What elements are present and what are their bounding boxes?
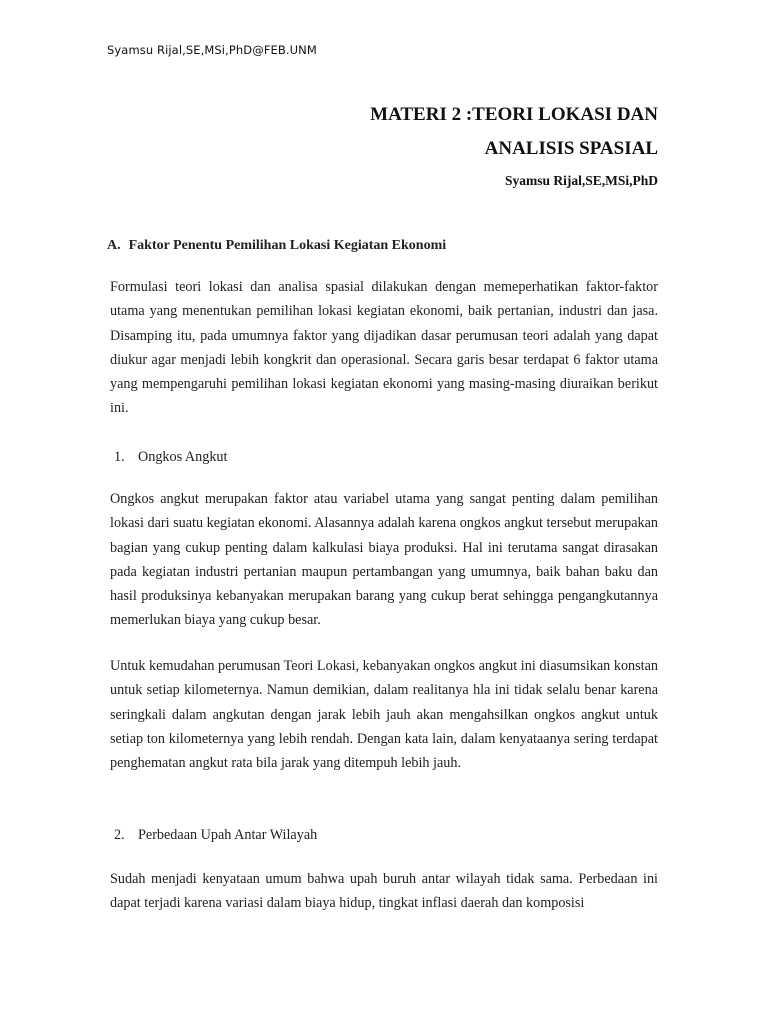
section-title: Faktor Penentu Pemilihan Lokasi Kegiatan Ekonomi xyxy=(128,238,447,253)
paragraph-ongkos-angkut: Ongkos angkut merupakan faktor atau variabel utama yang sangat penting dalam pemilihan lokasi dari suatu kegiatan ekonomi. Alasannya adalah karena ongkos angkut tersebut merupakan bagian yang cukup penting dalam kalkulasi biaya produksi. Hal ini terutama sangat dirasakan pada kegiatan industri pertanian maupun pertambangan yang umumnya, baik bahan baku dan hasil produksinya kebanyakan merupakan barang yang cukup berat sehingga pengangkutannya memerlukan biaya yang cukup besar. xyxy=(110,491,658,629)
document-title-line-2: ANALISIS SPASIAL xyxy=(484,138,658,159)
numbered-item-ongkos-angkut xyxy=(114,449,227,466)
section-letter: A. xyxy=(107,238,121,253)
numbered-item-perbedaan-upah xyxy=(114,827,317,844)
paragraph-asumsi-ongkos: Untuk kemudahan perumusan Teori Lokasi, kebanyakan ongkos angkut ini diasumsikan konstan untuk setiap kilometernya. Namun demikian, dalam realitanya hla ini tidak selalu benar karena seringkali dalam angkutan dengan jarak lebih jauh akan mengahsilkan ongkos angkut untuk setiap ton kilometernya yang lebih rendah. Dengan kata lain, dalam kenyataanya sering terdapat penghematan angkut rata bila jarak yang ditempuh lebih jauh. xyxy=(110,658,658,772)
paragraph-perbedaan-upah: Sudah menjadi kenyataan umum bahwa upah buruh antar wilayah tidak sama. Perbedaan ini dapat terjadi karena variasi dalam biaya hidup, tingkat inflasi daerah dan komposisi xyxy=(110,871,658,912)
item-number: 2. xyxy=(114,827,125,843)
section-heading-a xyxy=(107,238,446,254)
author-name: Syamsu Rijal,SE,MSi,PhD xyxy=(504,173,658,188)
item-label: Ongkos Angkut xyxy=(138,449,228,465)
header-note: Syamsu Rijal,SE,MSi,PhD@FEB.UNM xyxy=(107,43,317,57)
document-title-line-1: MATERI 2 :TEORI LOKASI DAN xyxy=(370,104,658,125)
paragraph-intro: Formulasi teori lokasi dan analisa spasial dilakukan dengan memeperhatikan faktor-faktor utama yang menentukan pemilihan lokasi kegiatan ekonomi, baik pertanian, industri dan jasa. Disamping itu, pada umumnya faktor yang dijadikan dasar perumusan teori adalah yang dapat diukur agar menjadi lebih kongkrit dan operasional. Secara garis besar terdapat 6 faktor utama yang mempengaruhi pemilihan lokasi kegiatan ekonomi yang masing-masing diuraikan berikut ini. xyxy=(110,279,658,417)
item-label: Perbedaan Upah Antar Wilayah xyxy=(138,827,318,843)
item-number: 1. xyxy=(114,449,125,465)
